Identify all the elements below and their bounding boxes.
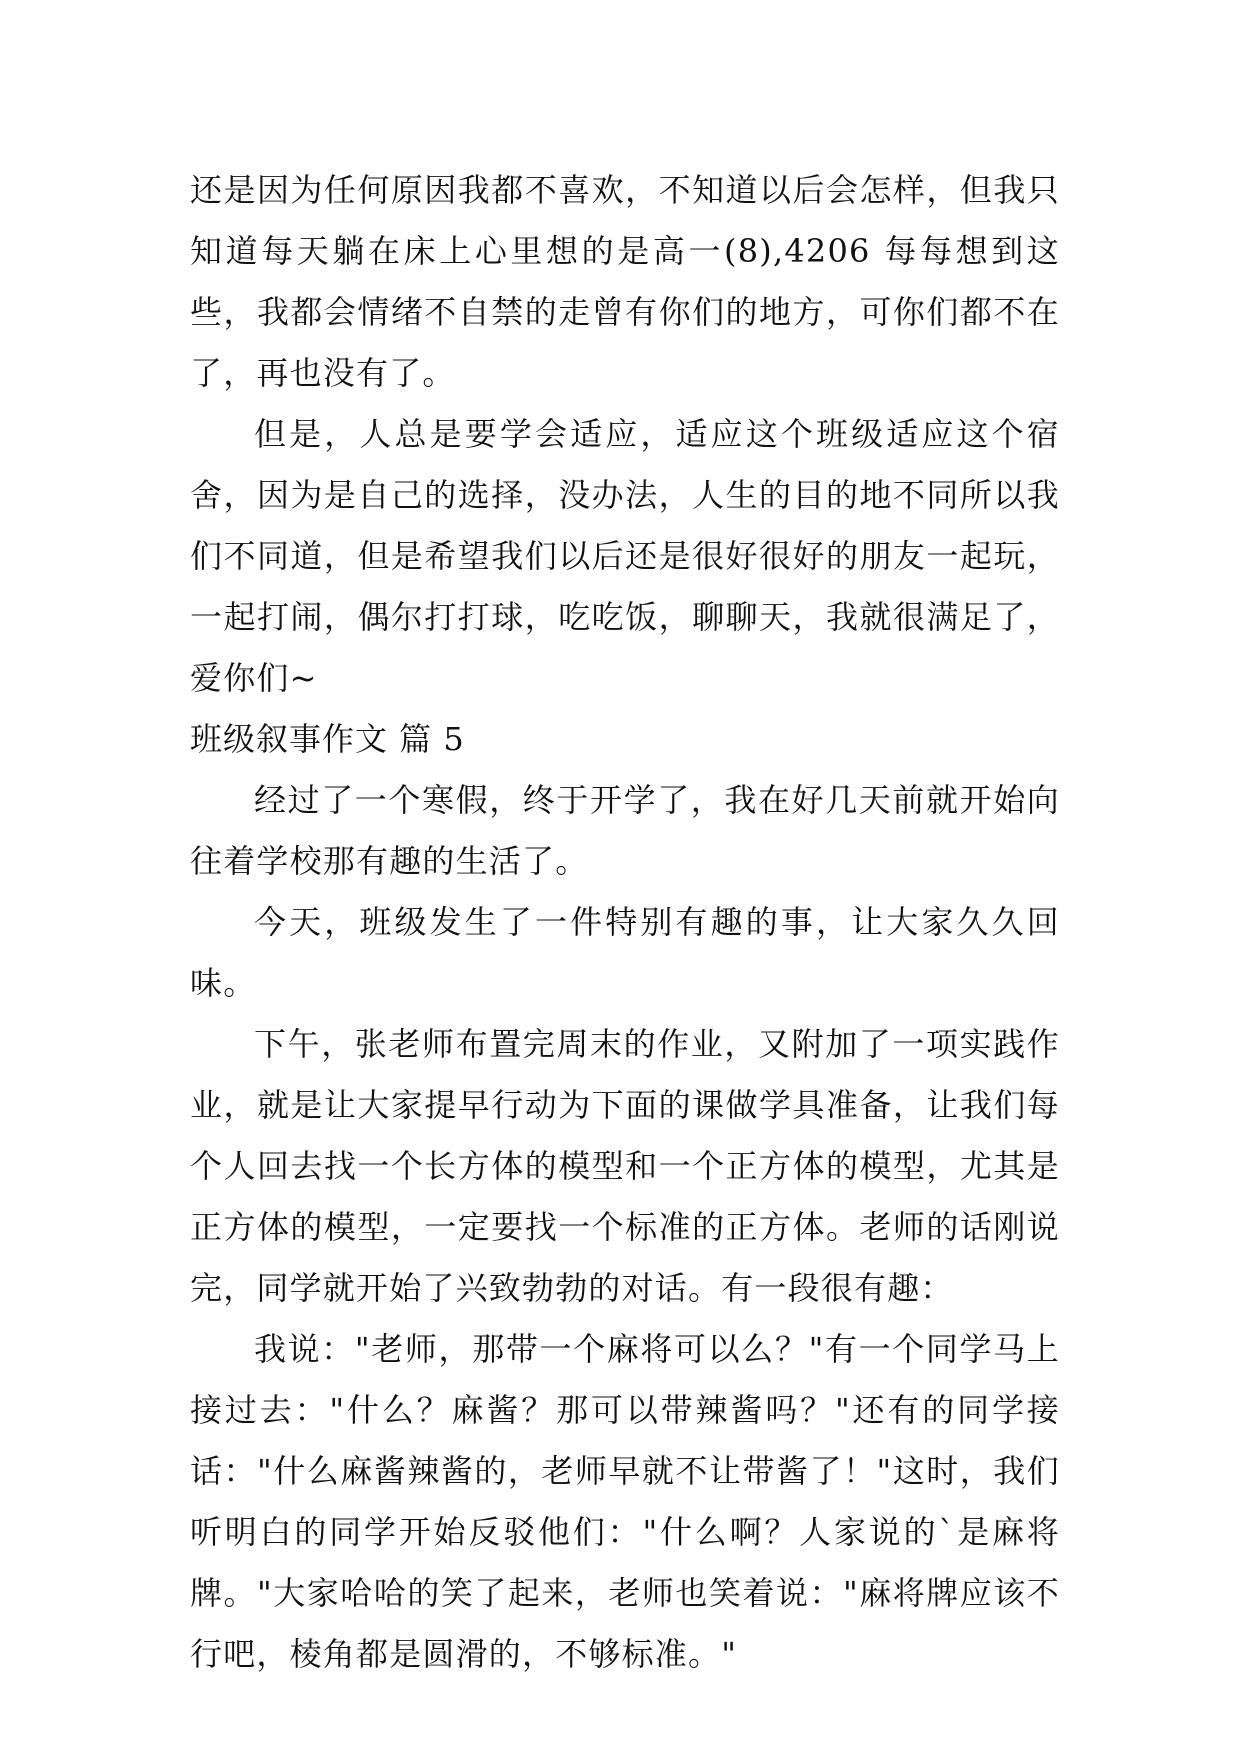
document-page [190,160,1060,1685]
paragraph-adapt: 但是，人总是要学会适应，适应这个班级适应这个宿舍，因为是自己的选择，没办法，人生的目的地不同所以我们不同道，但是希望我们以后还是很好很好的朋友一起玩，一起打闹，偶尔打打球，吃吃饭，聊聊天，我就很满足了，爱你们~ [190,415,1060,697]
paragraph-homework: 下午，张老师布置完周末的作业，又附加了一项实践作业，就是让大家提早行动为下面的课做学具准备，让我们每个人回去找一个长方体的模型和一个正方体的模型，尤其是正方体的模型，一定要找一个标准的正方体。老师的话刚说完，同学就开始了兴致勃勃的对话。有一段很有趣： [190,1025,1060,1307]
paragraph-continuation: 还是因为任何原因我都不喜欢，不知道以后会怎样，但我只知道每天躺在床上心里想的是高一(8),4206 每每想到这些，我都会情绪不自禁的走曾有你们的地方，可你们都不在了，再也没有了。 [190,171,1060,392]
paragraph-interesting-event: 今天，班级发生了一件特别有趣的事，让大家久久回味。 [190,903,1060,1002]
section-heading: 班级叙事作文 篇 5 [190,720,465,758]
paragraph-dialogue: 我说："老师，那带一个麻将可以么？"有一个同学马上接过去："什么？麻酱？那可以带辣酱吗？"还有的同学接话："什么麻酱辣酱的，老师早就不让带酱了！"这时，我们听明白的同学开始反驳他们："什么啊？人家说的`是麻将牌。"大家哈哈的笑了起来，老师也笑着说："麻将牌应该不行吧，棱角都是圆滑的，不够标准。" [190,1330,1060,1673]
paragraph-winter-break: 经过了一个寒假，终于开学了，我在好几天前就开始向往着学校那有趣的生活了。 [190,781,1060,880]
